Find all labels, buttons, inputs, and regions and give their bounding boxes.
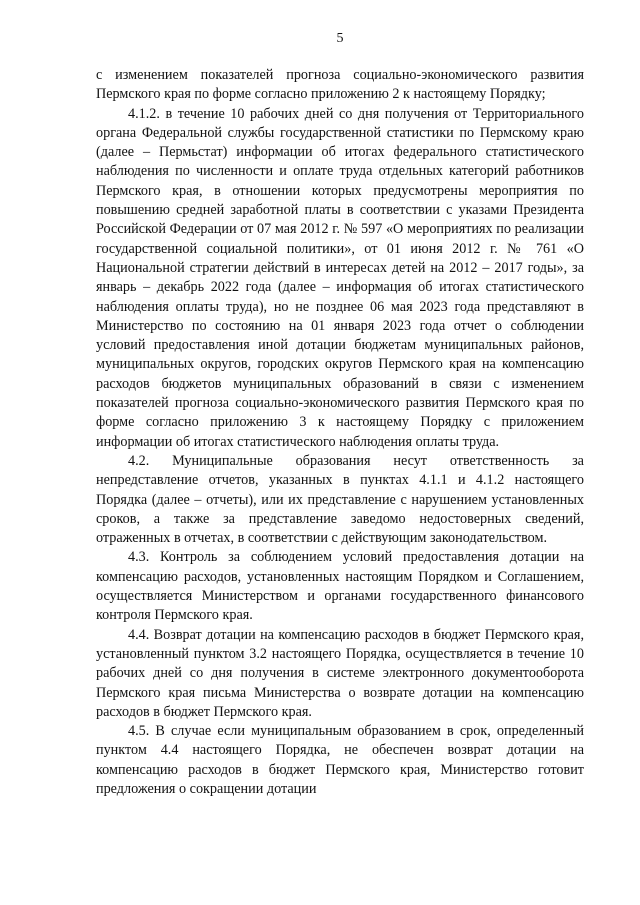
paragraph-4-5: 4.5. В случае если муниципальным образованием в срок, определенный пунктом 4.4 настоящего Порядка, не обеспечен возврат дотации на компенсацию расходов в бюджет Пермского края, Министерство готовит предложения о сокращении дотации — [96, 723, 584, 797]
paragraph-4-2: 4.2. Муниципальные образования несут ответственность за непредставление отчетов, указанных в пунктах 4.1.1 и 4.1.2 настоящего Порядка (далее – отчеты), или их представление с нарушением установленных сроков, а также за представление заведомо недостоверных сведений, отраженных в отчетах, в соответствии с действующим законодательством. — [96, 452, 584, 547]
paragraph-continuation: с изменением показателей прогноза социально-экономического развития Пермского края по форме согласно приложению 2 к настоящему Порядку; — [96, 67, 584, 103]
paragraph-4-4: 4.4. Возврат дотации на компенсацию расходов в бюджет Пермского края, установленный пунктом 3.2 настоящего Порядка, осуществляется в течение 10 рабочих дней со дня получения в системе электронного документооборота Пермского края письма Министерства о возврате дотации на компенсацию расходов в бюджет Пермского края. — [96, 626, 584, 720]
page-number: 5 — [336, 31, 344, 46]
paragraph-4-3: 4.3. Контроль за соблюдением условий предоставления дотации на компенсацию расходов, установленных настоящим Порядком и Соглашением, осуществляется Министерством и органами государственного финансового контроля Пермского края. — [96, 549, 584, 624]
paragraph-4-1-2: 4.1.2. в течение 10 рабочих дней со дня получения от Территориального органа Федеральной службы государственной статистики по Пермскому краю (далее – Пермьстат) информации об итогах федерального статистического наблюдения по численности и оплате труда отдельных категорий работников Пермского края, в отношении которых предусмотрены мероприятия по повышению средней заработной платы в соответствии с указами Президента Российской Федерации от 07 мая 2012 г. № 597 «О мероприятиях по реализации государственной социальной политики», от 01 июня 2012 г. № 761 «О Национальной стратегии действий в интересах детей на 2012 – 2017 годы», за январь – декабрь 2022 года (далее – информация об итогах статистического наблюдения оплаты труда), но не позднее 06 мая 2023 года представляют в Министерство по состоянию на 01 января 2023 года отчет о соблюдении условий предоставления иной дотации бюджетам муниципальных районов, муниципальных округов, городских округов Пермского края на компенсацию расходов бюджетов муниципальных образований в связи с изменением показателей прогноза социально-экономического развития Пермского края по форме согласно приложению 3 к настоящему Порядку с приложением информации об итогах статистического наблюдения оплаты труда. — [96, 105, 584, 450]
